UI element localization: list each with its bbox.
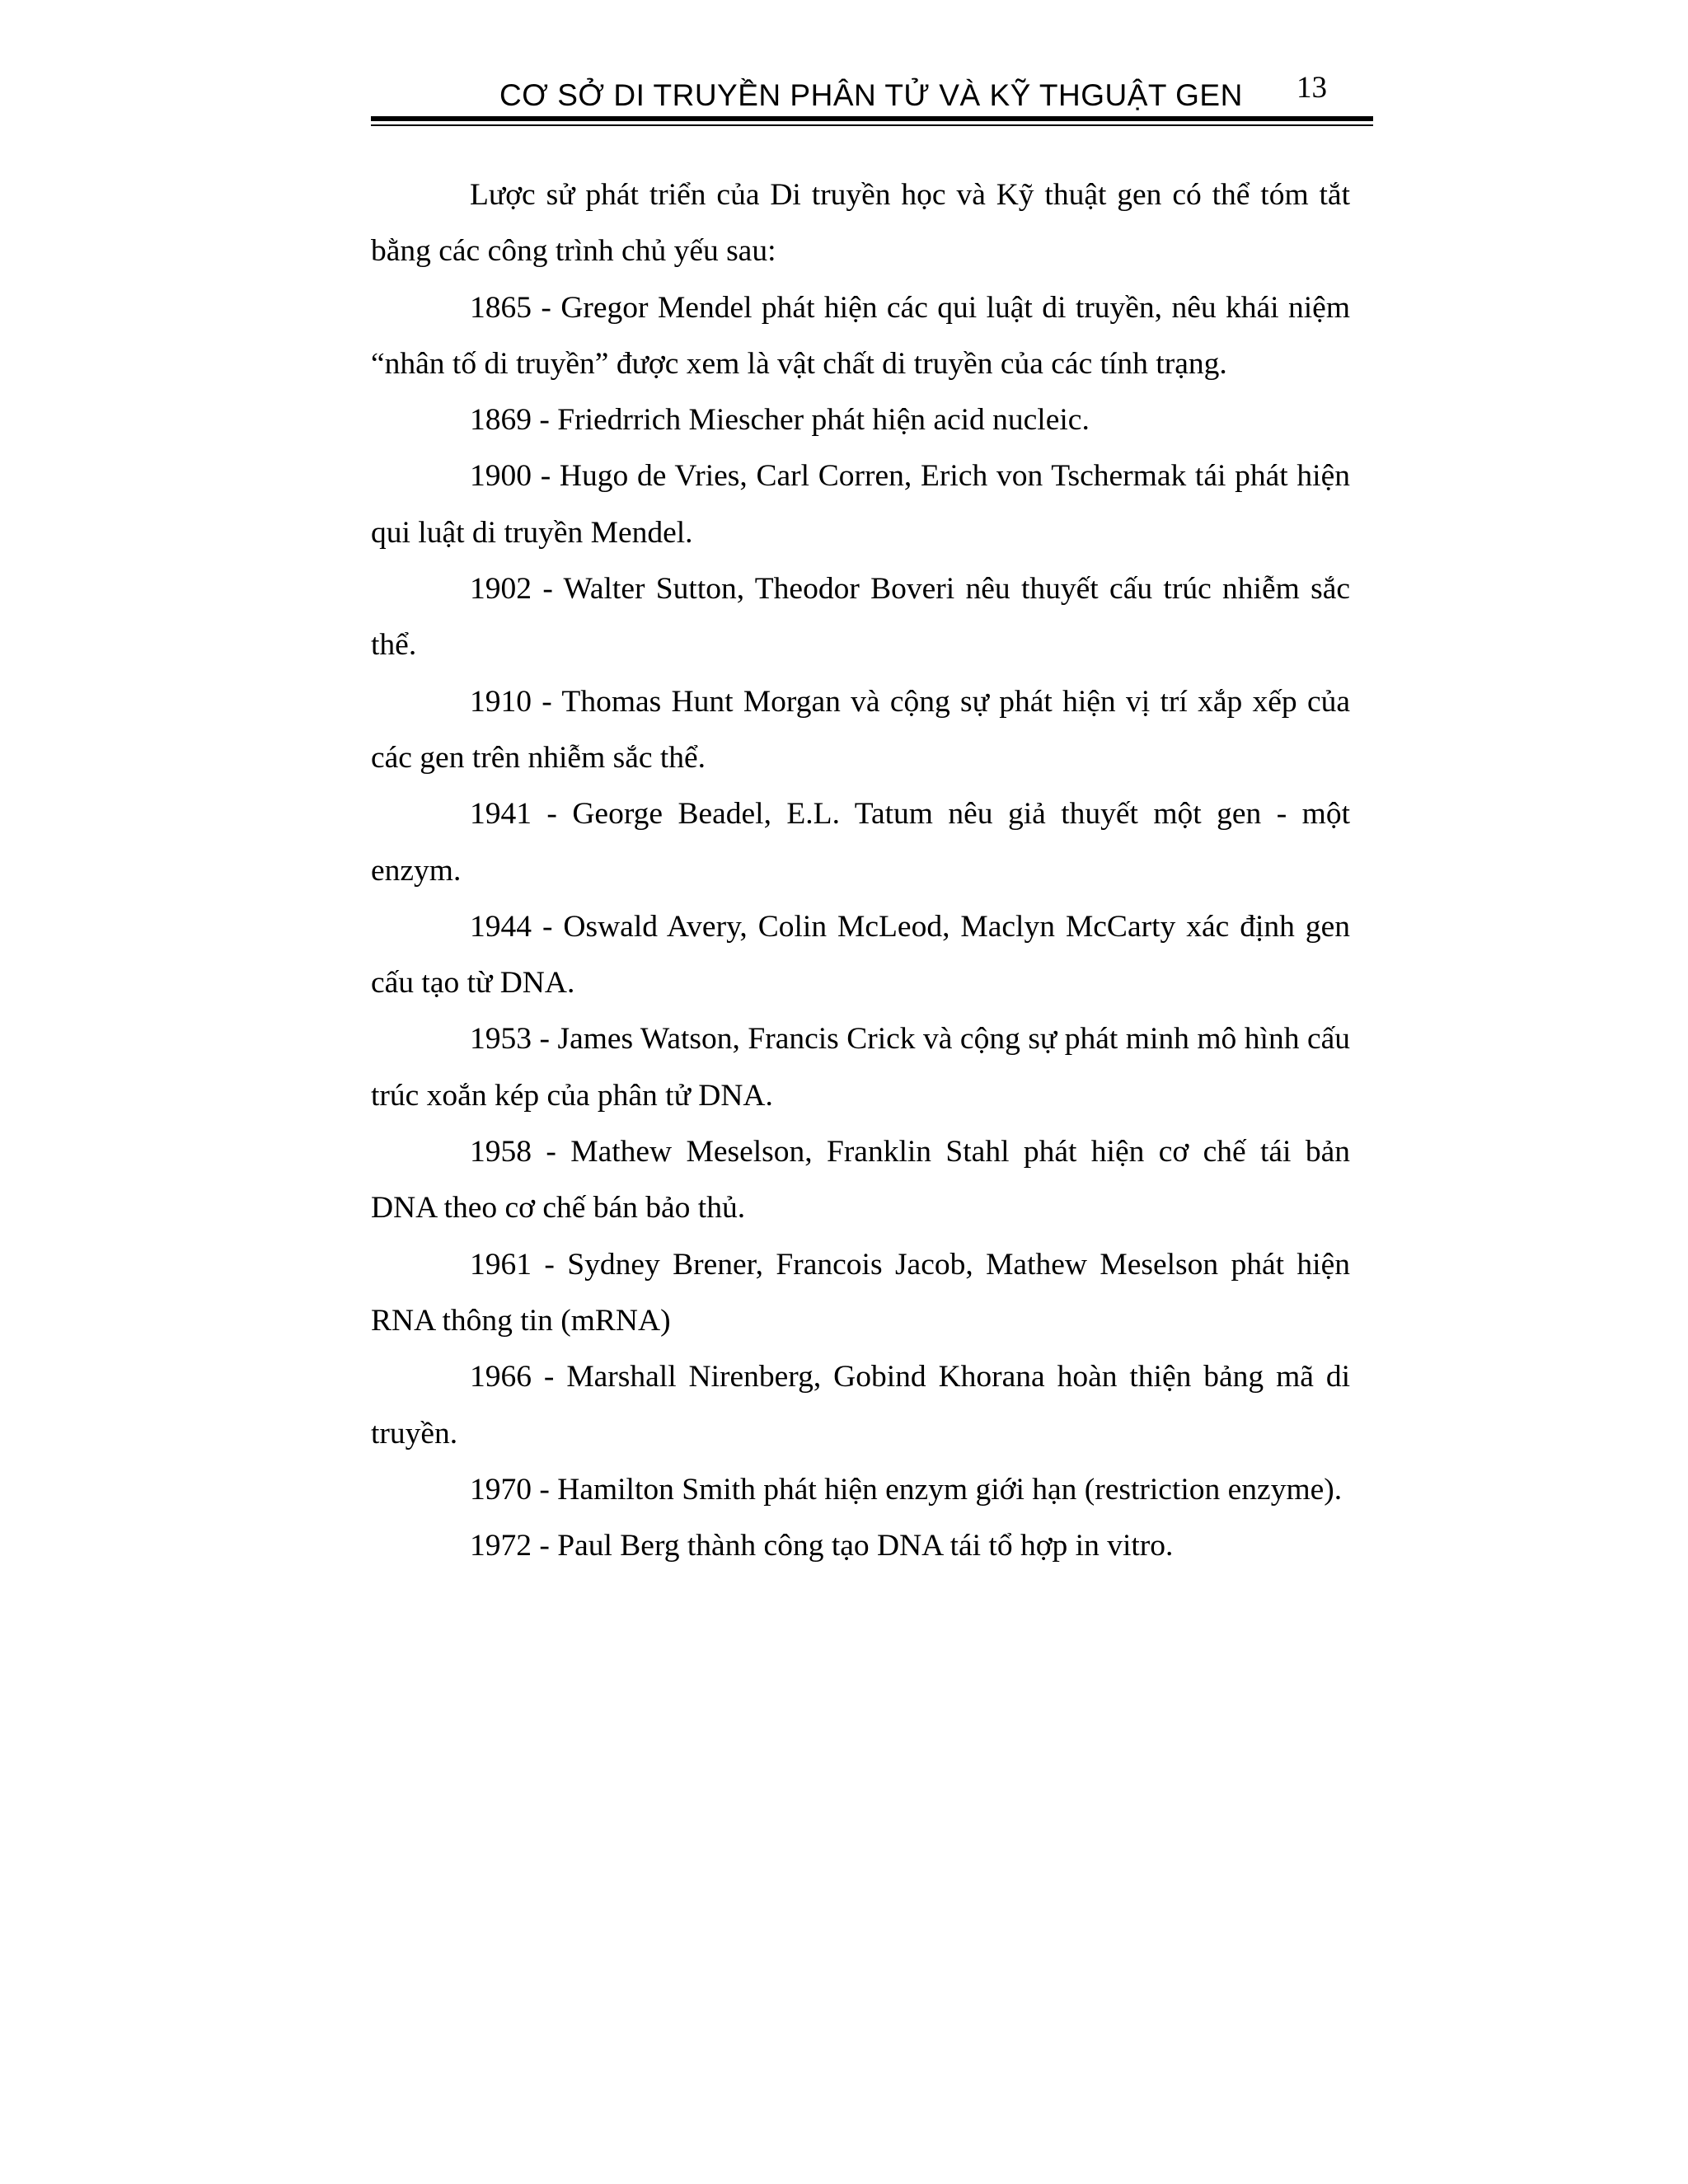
header-rule-thick [371, 116, 1373, 121]
paragraph-1972: 1972 - Paul Berg thành công tạo DNA tái tổ hợp in vitro. [470, 1529, 1174, 1563]
body-text [371, 167, 1350, 1574]
paragraph-1865: 1865 - Gregor Mendel phát hiện các qui luật di truyền, nêu khái niệm “nhân tố di truyền” được xem là vật chất di truyền của các tính trạng. [371, 290, 1350, 381]
paragraph-1953: 1953 - James Watson, Francis Crick và cộng sự phát minh mô hình cấu trúc xoắn kép của phân tử DNA. [371, 1022, 1350, 1113]
paragraph-1869: 1869 - Friedrrich Miescher phát hiện acid nucleic. [470, 403, 1090, 438]
header-title: CƠ SỞ DI TRUYỀN PHÂN TỬ VÀ KỸ THGUẬT GEN [499, 78, 1243, 112]
page-number: 13 [1296, 71, 1327, 105]
paragraph-1900: 1900 - Hugo de Vries, Carl Corren, Erich von Tschermak tái phát hiện qui luật di truyền Mendel. [371, 459, 1350, 550]
paragraph-1941: 1941 - George Beadel, E.L. Tatum nêu giả thuyết một gen - một enzym. [371, 797, 1350, 888]
header-rule-thin [371, 124, 1373, 126]
paragraph-1910: 1910 - Thomas Hunt Morgan và cộng sự phát hiện vị trí xắp xếp của các gen trên nhiễm sắc thể. [371, 684, 1350, 775]
paragraph-1958: 1958 - Mathew Meselson, Franklin Stahl phát hiện cơ chế tái bản DNA theo cơ chế bán bảo thủ. [371, 1135, 1350, 1226]
paragraph-1944: 1944 - Oswald Avery, Colin McLeod, Maclyn McCarty xác định gen cấu tạo từ DNA. [371, 909, 1350, 1001]
paragraph-1961: 1961 - Sydney Brener, Francois Jacob, Mathew Meselson phát hiện RNA thông tin (mRNA) [371, 1247, 1350, 1338]
paragraph-1966: 1966 - Marshall Nirenberg, Gobind Khorana hoàn thiện bảng mã di truyền. [371, 1360, 1350, 1451]
paragraph-1902: 1902 - Walter Sutton, Theodor Boveri nêu thuyết cấu trúc nhiễm sắc thể. [371, 572, 1350, 663]
paragraph-1970: 1970 - Hamilton Smith phát hiện enzym giới hạn (restriction enzyme). [470, 1472, 1343, 1507]
paragraph-intro: Lược sử phát triển của Di truyền học và Kỹ thuật gen có thể tóm tắt bằng các công trình chủ yếu sau: [371, 178, 1350, 269]
